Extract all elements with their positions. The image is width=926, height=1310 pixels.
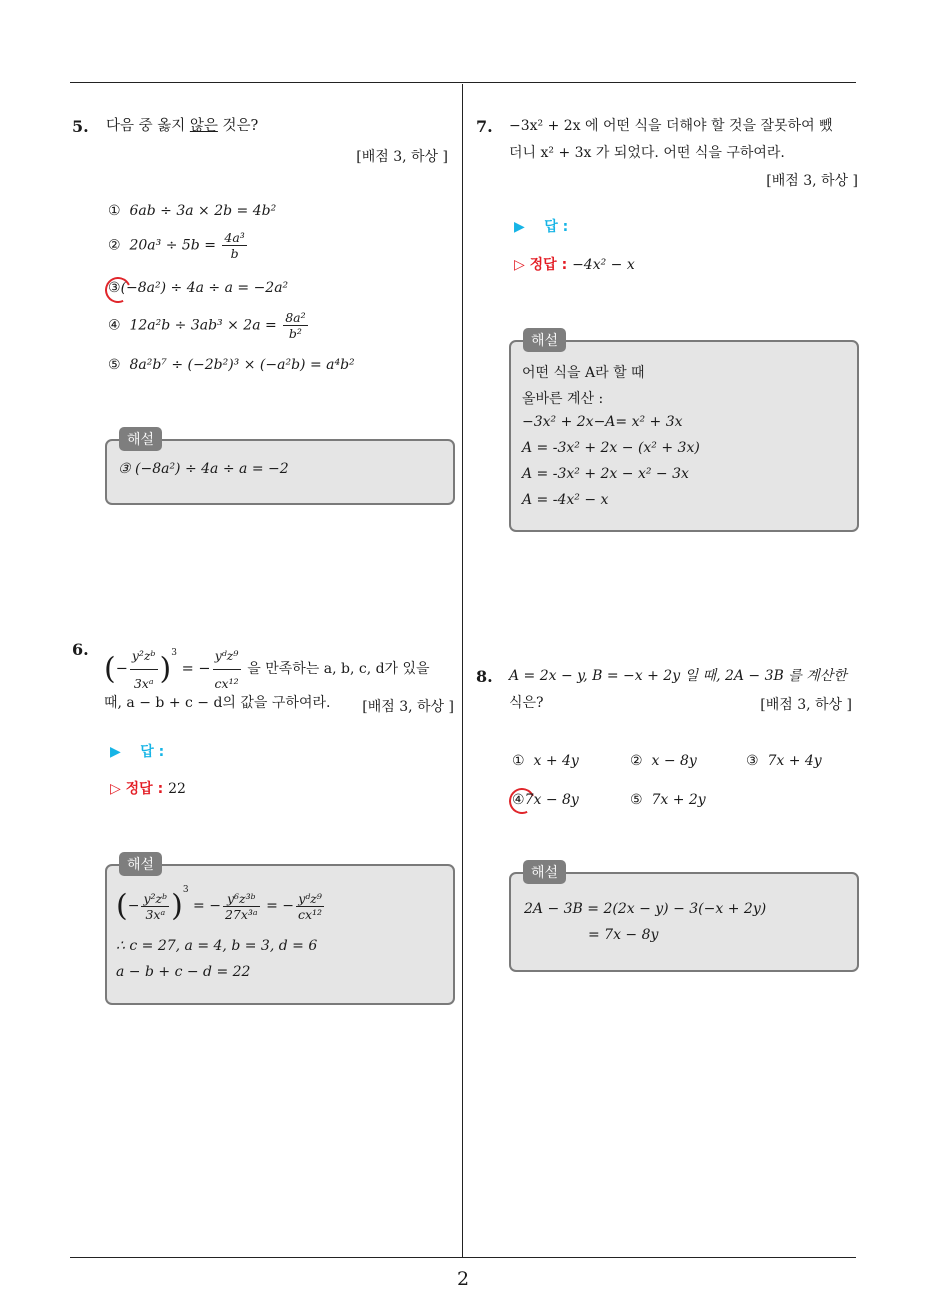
question-equation: (− $\frac{\text{y²zᵇ}}{\text{3xᵃ}}$ )$^3$ = − $\frac{\text{yᵈz⁹}}{\text{cx¹²}}$ 을 만족하는 a, b, c, d가 있을 [104, 640, 430, 697]
question-text-line-1: −3x² + 2x 에 어떤 식을 더해야 할 것을 잘못하여 뺐 [509, 118, 833, 134]
correct-answer-label: ▷ 정답 : −4x² − x [514, 257, 635, 273]
question-number: 8. [476, 667, 493, 686]
outline-play-icon: ▷ [110, 781, 121, 797]
choice-5[interactable]: ⑤ 7x + 2y [630, 792, 706, 808]
bottom-rule [70, 1257, 856, 1258]
play-icon: ▶ [110, 744, 121, 760]
solution-box [509, 872, 859, 972]
page-number: 2 [456, 1268, 470, 1290]
column-divider [462, 84, 463, 1258]
correct-answer-label: ▷ 정답 : 22 [110, 781, 186, 797]
question-text-line-1: A = 2x − y, B = −x + 2y 일 때, 2A − 3B 를 계산한 [509, 668, 847, 684]
score-meta: [배점 3, 하상 ] [760, 697, 852, 713]
choice-5[interactable]: ⑤ 8a²b⁷ ÷ (−2b²)³ × (−a²b) = a⁴b² [108, 357, 355, 373]
solution-tag: 해설 [523, 860, 566, 884]
choice-2[interactable]: ② 20a³ ÷ 5b = $\frac{\text{4a³}}{b}$ [108, 230, 245, 261]
correct-answer-value: 22 [168, 781, 186, 797]
choice-1[interactable]: ① 6ab ÷ 3a × 2b = 4b² [108, 203, 277, 219]
solution-line-6: A = -4x² − x [522, 492, 609, 508]
answer-label: ▶ 답 : [110, 744, 165, 760]
top-rule [70, 82, 856, 83]
choice-3[interactable]: ③(−8a²) ÷ 4a ÷ a = −2a² [108, 280, 289, 296]
solution-line-2: ∴ c = 27, a = 4, b = 3, d = 6 [116, 938, 318, 954]
question-text-line-2: 식은? [509, 695, 544, 711]
question-text-line-2: 더니 x² + 3x 가 되었다. 어떤 식을 구하여라. [509, 145, 785, 161]
solution-line-1: 어떤 식을 A라 할 때 [522, 365, 645, 381]
solution-line-1: 2A − 3B = 2(2x − y) − 3(−x + 2y) [524, 901, 767, 917]
choice-4[interactable]: ④7x − 8y [512, 792, 579, 808]
solution-tag: 해설 [523, 328, 566, 352]
solution-line-5: A = -3x² + 2x − x² − 3x [522, 466, 689, 482]
solution-line-2: = 7x − 8y [588, 927, 659, 943]
answer-label: ▶ 답 : [514, 219, 569, 235]
question-text: 다음 중 옳지 않은 것은? [106, 118, 259, 134]
score-meta: [배점 3, 하상 ] [362, 699, 454, 715]
solution-line-2: 올바른 계산 : [522, 391, 604, 407]
solution-tag: 해설 [119, 852, 162, 876]
solution-tag: 해설 [119, 427, 162, 451]
solution-text: ③ (−8a²) ÷ 4a ÷ a = −2 [118, 461, 289, 477]
question-number: 5. [72, 117, 89, 136]
question-number: 6. [72, 640, 89, 659]
correct-answer-value: −4x² − x [572, 257, 635, 273]
choice-4[interactable]: ④ 12a²b ÷ 3ab³ × 2a = $\frac{\text{8a²}}{\text{b²}}$ [108, 310, 306, 341]
choice-2[interactable]: ② x − 8y [630, 753, 697, 769]
choice-1[interactable]: ① x + 4y [512, 753, 579, 769]
play-icon: ▶ [514, 219, 525, 235]
solution-line-1: (− $\frac{\text{y²zᵇ}}{\text{3xᵃ}}$ )$^3$ = − $\frac{\text{y⁶z³ᵇ}}{\text{27x³ᵃ}}$ = − $\frac{\text{yᵈz⁹}}{\text{cx¹²}}$ [116, 885, 323, 924]
question-text: 때, a − b + c − d의 값을 구하여라. [104, 695, 331, 711]
score-meta: [배점 3, 하상 ] [356, 149, 448, 165]
question-number: 7. [476, 117, 493, 136]
solution-line-4: A = -3x² + 2x − (x² + 3x) [522, 440, 700, 456]
solution-line-3: −3x² + 2x−A= x² + 3x [522, 414, 683, 430]
outline-play-icon: ▷ [514, 257, 525, 273]
choice-3[interactable]: ③ 7x + 4y [746, 753, 822, 769]
solution-line-3: a − b + c − d = 22 [116, 964, 251, 980]
score-meta: [배점 3, 하상 ] [766, 173, 858, 189]
